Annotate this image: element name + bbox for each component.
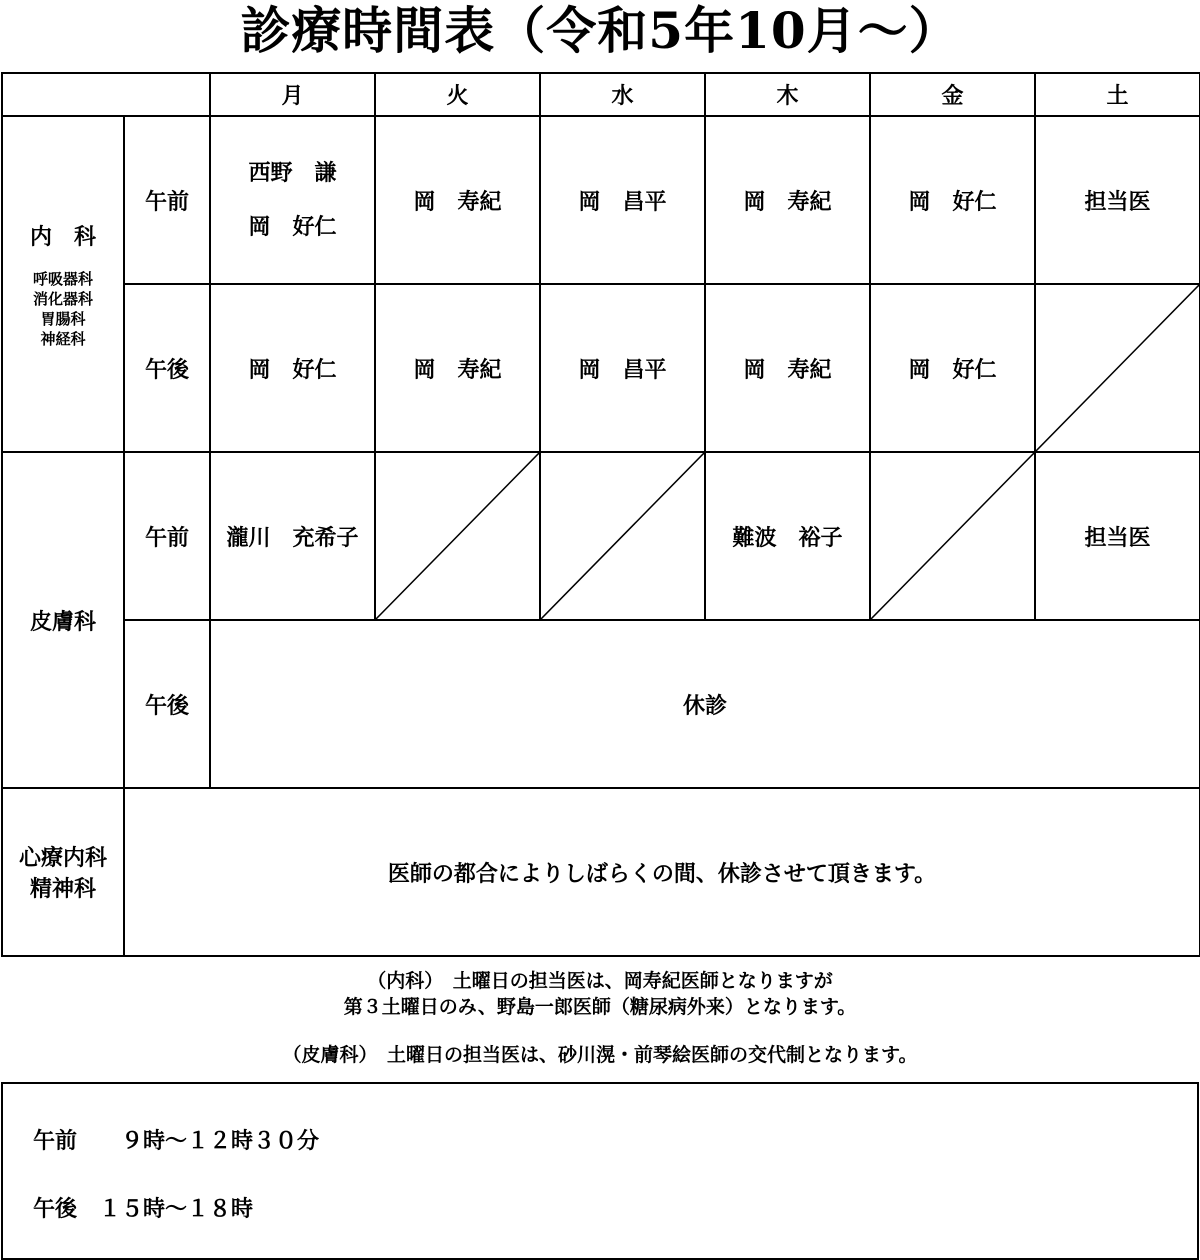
schedule-cell: 担当医 xyxy=(1035,452,1200,620)
schedule-table xyxy=(1,72,1200,957)
dept-sub: 呼吸器科 xyxy=(32,269,93,288)
period-am: 午前 xyxy=(124,116,210,284)
table-row xyxy=(2,452,1200,620)
day-header-thu: 木 xyxy=(705,73,870,116)
closed-cell xyxy=(540,452,705,620)
dept-sub: 神経科 xyxy=(40,329,86,348)
header-corner xyxy=(2,73,210,116)
dept-sub: 胃腸科 xyxy=(40,309,86,328)
suspension-message: 医師の都合によりしばらくの間、休診させて頂きます。 xyxy=(124,788,1200,956)
doctor-name: 西野 謙 xyxy=(248,160,337,186)
dept-name: 内 科 xyxy=(29,223,96,250)
schedule-cell: 岡 昌平 xyxy=(540,284,705,452)
table-row xyxy=(2,620,1200,788)
schedule-cell: 瀧川 充希子 xyxy=(210,452,375,620)
schedule-cell: 担当医 xyxy=(1035,116,1200,284)
dept-name: 精神科 xyxy=(29,876,96,902)
diagonal-slash xyxy=(871,453,1034,619)
note-line: （皮膚科） 土曜日の担当医は、砂川滉・前琴絵医師の交代制となります。 xyxy=(282,1044,918,1066)
dept-name: 心療内科 xyxy=(18,845,107,871)
table-row xyxy=(2,116,1200,284)
dept-internal-medicine xyxy=(2,116,124,452)
day-header-mon: 月 xyxy=(210,73,375,116)
day-header-sat: 土 xyxy=(1035,73,1200,116)
note-line: （内科） 土曜日の担当医は、岡寿紀医師となりますが xyxy=(367,970,833,992)
schedule-cell: 岡 好仁 xyxy=(210,284,375,452)
day-header-fri: 金 xyxy=(870,73,1035,116)
closed-cell xyxy=(375,452,540,620)
header-row xyxy=(2,73,1200,116)
diagonal-slash xyxy=(376,453,539,619)
schedule-cell: 岡 寿紀 xyxy=(375,116,540,284)
period-am: 午前 xyxy=(124,452,210,620)
schedule-cell: 岡 好仁 xyxy=(870,284,1035,452)
day-header-wed: 水 xyxy=(540,73,705,116)
page-title: 診療時間表（令和5年10月～） xyxy=(240,1,960,60)
closed-all-cell: 休診 xyxy=(210,620,1200,788)
dept-dermatology: 皮膚科 xyxy=(2,452,124,788)
table-row xyxy=(2,788,1200,956)
hours-box xyxy=(1,1082,1199,1260)
schedule-cell: 難波 裕子 xyxy=(705,452,870,620)
schedule-cell: 岡 寿紀 xyxy=(375,284,540,452)
period-pm: 午後 xyxy=(124,284,210,452)
schedule-cell xyxy=(210,116,375,284)
dept-sub: 消化器科 xyxy=(32,289,93,308)
diagonal-slash xyxy=(541,453,704,619)
closed-cell xyxy=(1035,284,1200,452)
table-row xyxy=(2,284,1200,452)
doctor-name: 岡 好仁 xyxy=(248,214,337,240)
schedule-cell: 岡 寿紀 xyxy=(705,284,870,452)
notes-section xyxy=(0,968,1200,1068)
schedule-cell: 岡 寿紀 xyxy=(705,116,870,284)
diagonal-slash xyxy=(1036,285,1199,451)
closed-cell xyxy=(870,452,1035,620)
schedule-cell: 岡 昌平 xyxy=(540,116,705,284)
hours-am: 午前 ９時～１２時３０分 xyxy=(33,1128,320,1154)
period-pm: 午後 xyxy=(124,620,210,788)
note-line: 第３土曜日のみ、野島一郎医師（糖尿病外来）となります。 xyxy=(343,996,857,1018)
hours-pm: 午後 １５時～１８時 xyxy=(33,1196,254,1222)
dept-psychosomatic xyxy=(2,788,124,956)
day-header-tue: 火 xyxy=(375,73,540,116)
schedule-cell: 岡 好仁 xyxy=(870,116,1035,284)
